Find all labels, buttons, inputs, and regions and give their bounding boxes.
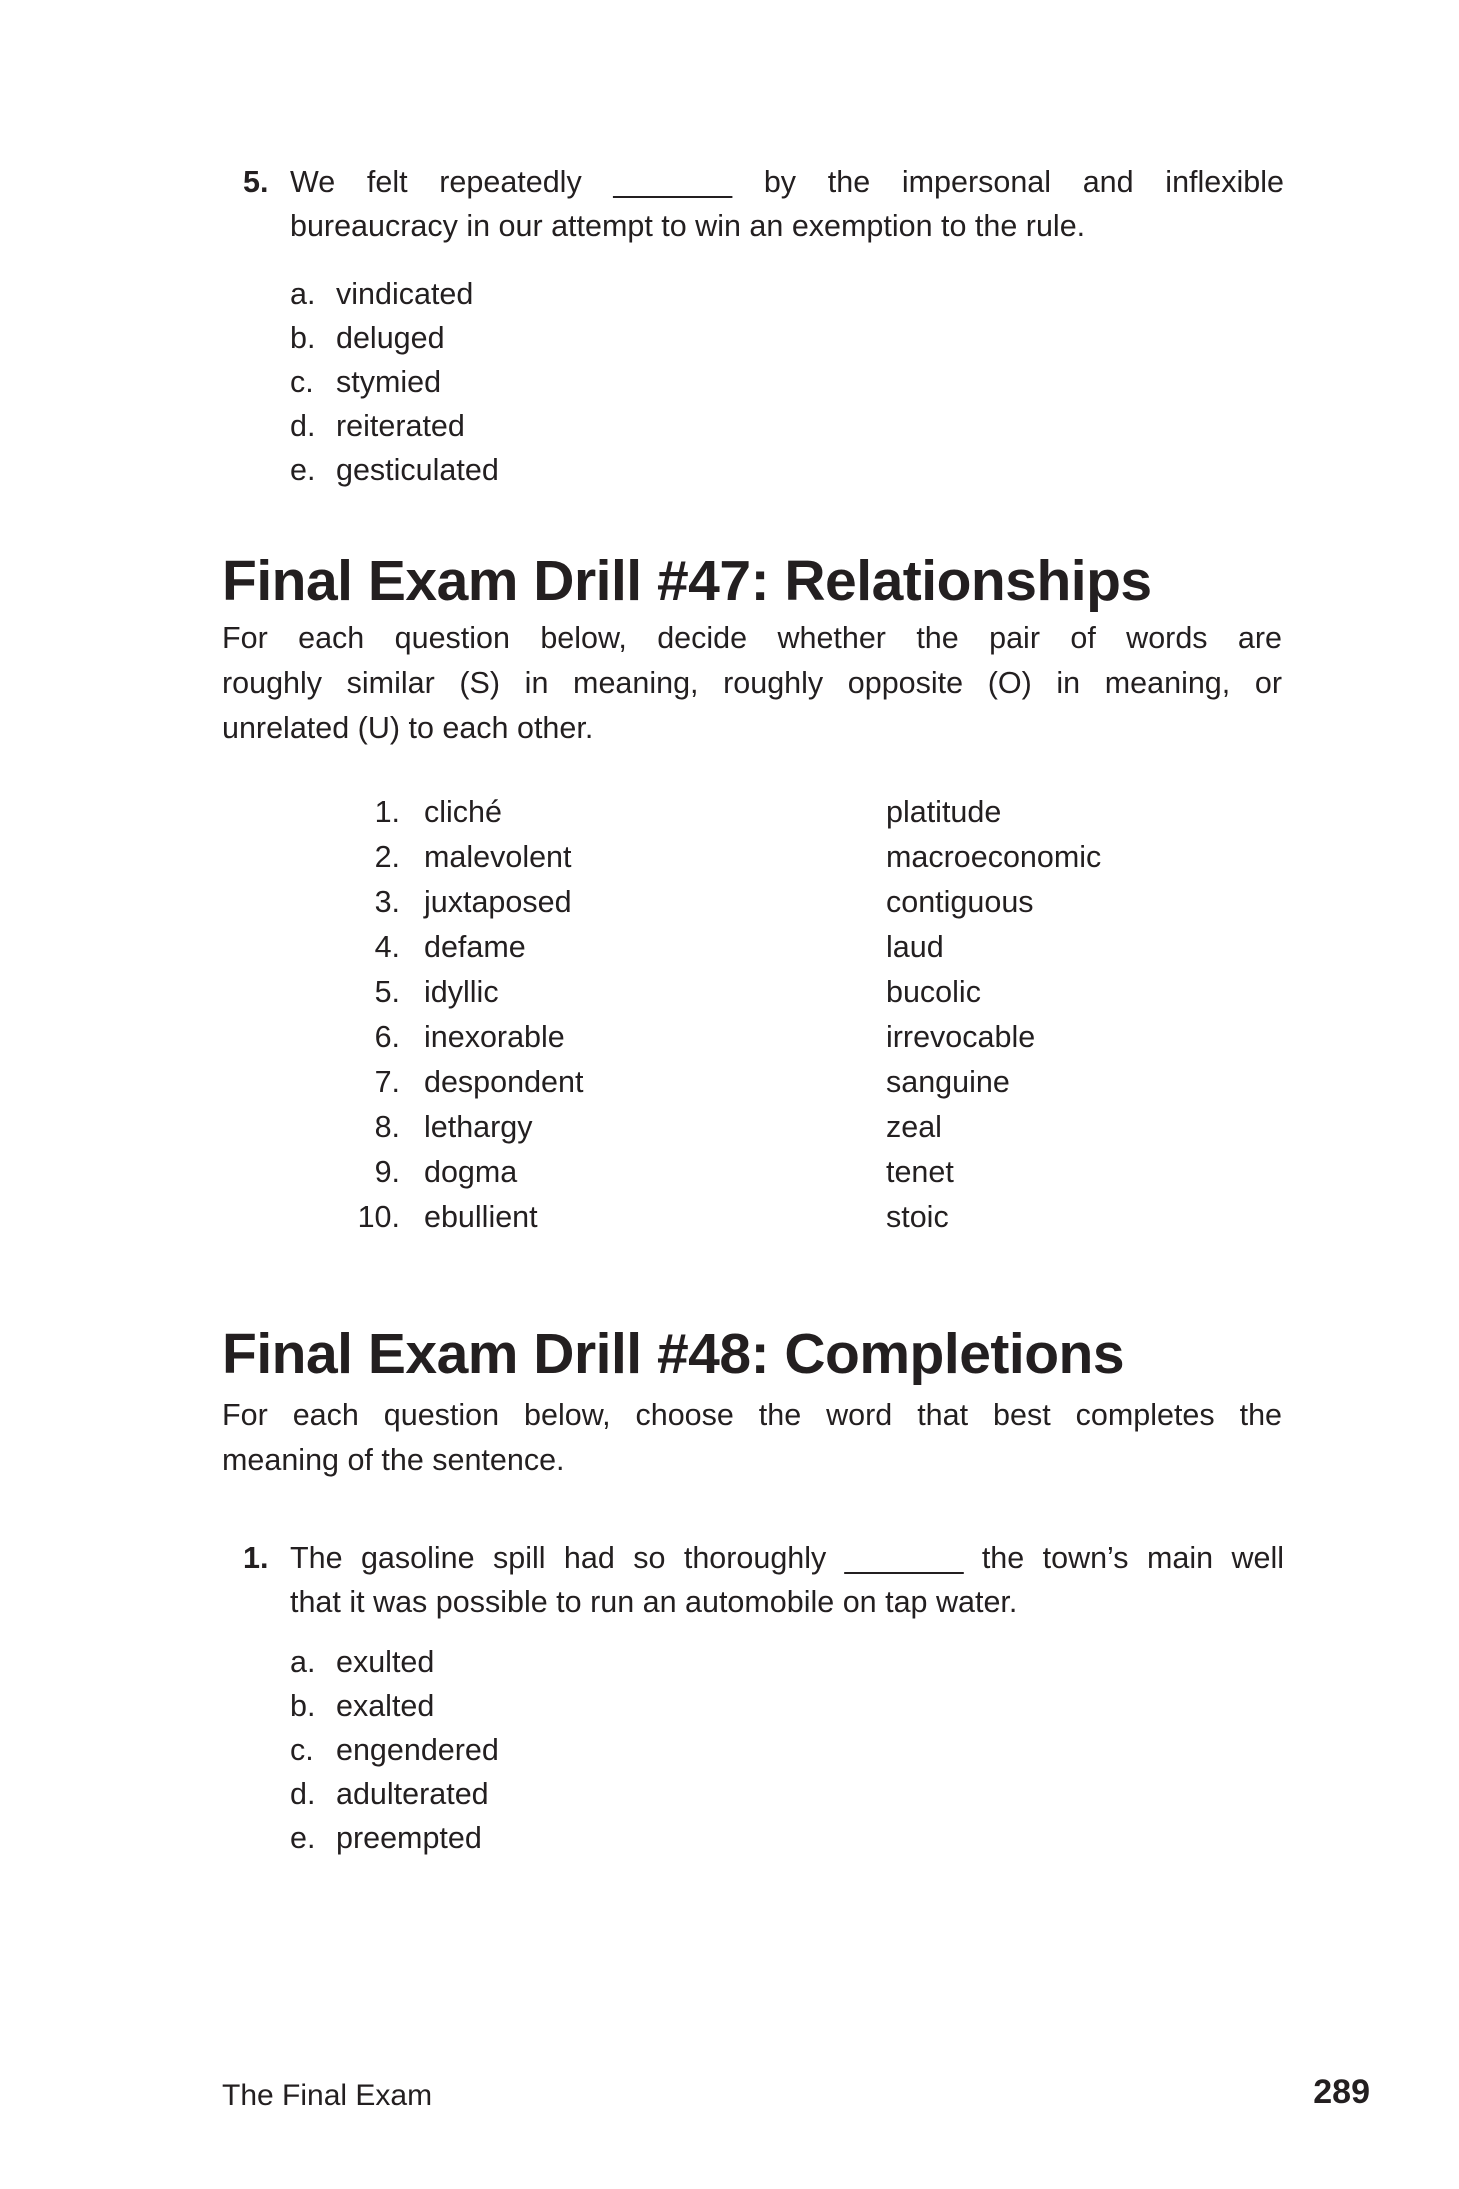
pair-left-word: lethargy — [424, 1110, 533, 1144]
option-letter: a. — [290, 277, 316, 311]
pair-right-word: zeal — [886, 1110, 942, 1144]
option-letter: b. — [290, 321, 316, 355]
option-text: reiterated — [336, 409, 465, 443]
footer-page-number: 289 — [1313, 2073, 1370, 2111]
pair-right-word: macroeconomic — [886, 840, 1102, 874]
pair-left-word: idyllic — [424, 975, 499, 1009]
question-5 — [243, 160, 1284, 492]
pair-left-word: defame — [424, 930, 526, 964]
question-text-line2: bureaucracy in our attempt to win an exemption to the rule. — [290, 209, 1086, 243]
option-text: gesticulated — [336, 453, 499, 487]
option-letter: d. — [290, 1777, 316, 1811]
question-number: 1. — [243, 1541, 269, 1575]
pair-row — [222, 1195, 1282, 1240]
pair-left-word: cliché — [424, 795, 502, 829]
instructions-line: For each question below, decide whether the pair of words are — [222, 621, 1282, 655]
drill-48-title: Final Exam Drill #48: Completions — [222, 1322, 1125, 1386]
option-text: adulterated — [336, 1777, 489, 1811]
answer-options — [290, 1640, 1284, 1860]
pair-row — [222, 925, 1282, 970]
option-row — [290, 360, 1284, 404]
drill-47-instructions — [222, 616, 1282, 751]
pair-row — [222, 880, 1282, 925]
pair-right-word: stoic — [886, 1200, 949, 1234]
option-row — [290, 316, 1284, 360]
question-text-line2: that it was possible to run an automobile on tap water. — [290, 1585, 1018, 1619]
option-letter: c. — [290, 1733, 314, 1767]
pair-left-word: juxtaposed — [424, 885, 572, 919]
option-text: deluged — [336, 321, 445, 355]
option-row — [290, 1684, 1284, 1728]
instructions-line: unrelated (U) to each other. — [222, 711, 594, 745]
question-number: 5. — [243, 165, 269, 199]
option-row — [290, 448, 1284, 492]
option-text: exalted — [336, 1689, 435, 1723]
pair-number: 6. — [374, 1020, 400, 1054]
pair-row — [222, 790, 1282, 835]
pair-number: 2. — [374, 840, 400, 874]
option-row — [290, 1816, 1284, 1860]
pair-left-word: despondent — [424, 1065, 584, 1099]
pair-left-word: dogma — [424, 1155, 518, 1189]
drill-48-instructions — [222, 1393, 1282, 1483]
option-text: preempted — [336, 1821, 482, 1855]
pair-number: 8. — [374, 1110, 400, 1144]
pair-number: 9. — [374, 1155, 400, 1189]
footer-section-title: The Final Exam — [222, 2079, 433, 2112]
pair-row — [222, 1015, 1282, 1060]
drill-47-title: Final Exam Drill #47: Relationships — [222, 549, 1152, 613]
pair-number: 7. — [374, 1065, 400, 1099]
answer-options — [290, 272, 1284, 492]
option-text: exulted — [336, 1645, 435, 1679]
pair-left-word: ebullient — [424, 1200, 538, 1234]
pair-number: 3. — [374, 885, 400, 919]
option-letter: d. — [290, 409, 316, 443]
pair-left-word: inexorable — [424, 1020, 565, 1054]
option-row — [290, 404, 1284, 448]
pair-right-word: tenet — [886, 1155, 954, 1189]
pair-right-word: platitude — [886, 795, 1002, 829]
option-text: vindicated — [336, 277, 474, 311]
option-letter: a. — [290, 1645, 316, 1679]
pair-number: 5. — [374, 975, 400, 1009]
option-text: engendered — [336, 1733, 499, 1767]
pair-row — [222, 835, 1282, 880]
drill-47-pair-list — [222, 790, 1282, 1240]
pair-row — [222, 1105, 1282, 1150]
question-text-line1: The gasoline spill had so thoroughly _______ the town’s main well — [290, 1541, 1284, 1575]
option-row — [290, 1728, 1284, 1772]
pair-row — [222, 1060, 1282, 1105]
question-1 — [243, 1536, 1284, 1860]
pair-right-word: contiguous — [886, 885, 1034, 919]
option-letter: b. — [290, 1689, 316, 1723]
pair-number: 1. — [374, 795, 400, 829]
pair-left-word: malevolent — [424, 840, 572, 874]
option-text: stymied — [336, 365, 442, 399]
pair-number: 10. — [357, 1200, 400, 1234]
option-row — [290, 1772, 1284, 1816]
pair-right-word: bucolic — [886, 975, 981, 1009]
instructions-line: For each question below, choose the word that best completes the — [222, 1398, 1282, 1432]
pair-right-word: irrevocable — [886, 1020, 1036, 1054]
pair-row — [222, 1150, 1282, 1195]
option-letter: e. — [290, 1821, 316, 1855]
pair-right-word: sanguine — [886, 1065, 1010, 1099]
pair-right-word: laud — [886, 930, 944, 964]
question-body — [290, 1536, 1284, 1860]
question-body — [290, 160, 1284, 492]
pair-row — [222, 970, 1282, 1015]
option-letter: c. — [290, 365, 314, 399]
pair-number: 4. — [374, 930, 400, 964]
instructions-line: roughly similar (S) in meaning, roughly opposite (O) in meaning, or — [222, 666, 1282, 700]
instructions-line: meaning of the sentence. — [222, 1443, 565, 1477]
option-row — [290, 272, 1284, 316]
question-text-line1: We felt repeatedly _______ by the impersonal and inflexible — [290, 165, 1284, 199]
option-row — [290, 1640, 1284, 1684]
option-letter: e. — [290, 453, 316, 487]
